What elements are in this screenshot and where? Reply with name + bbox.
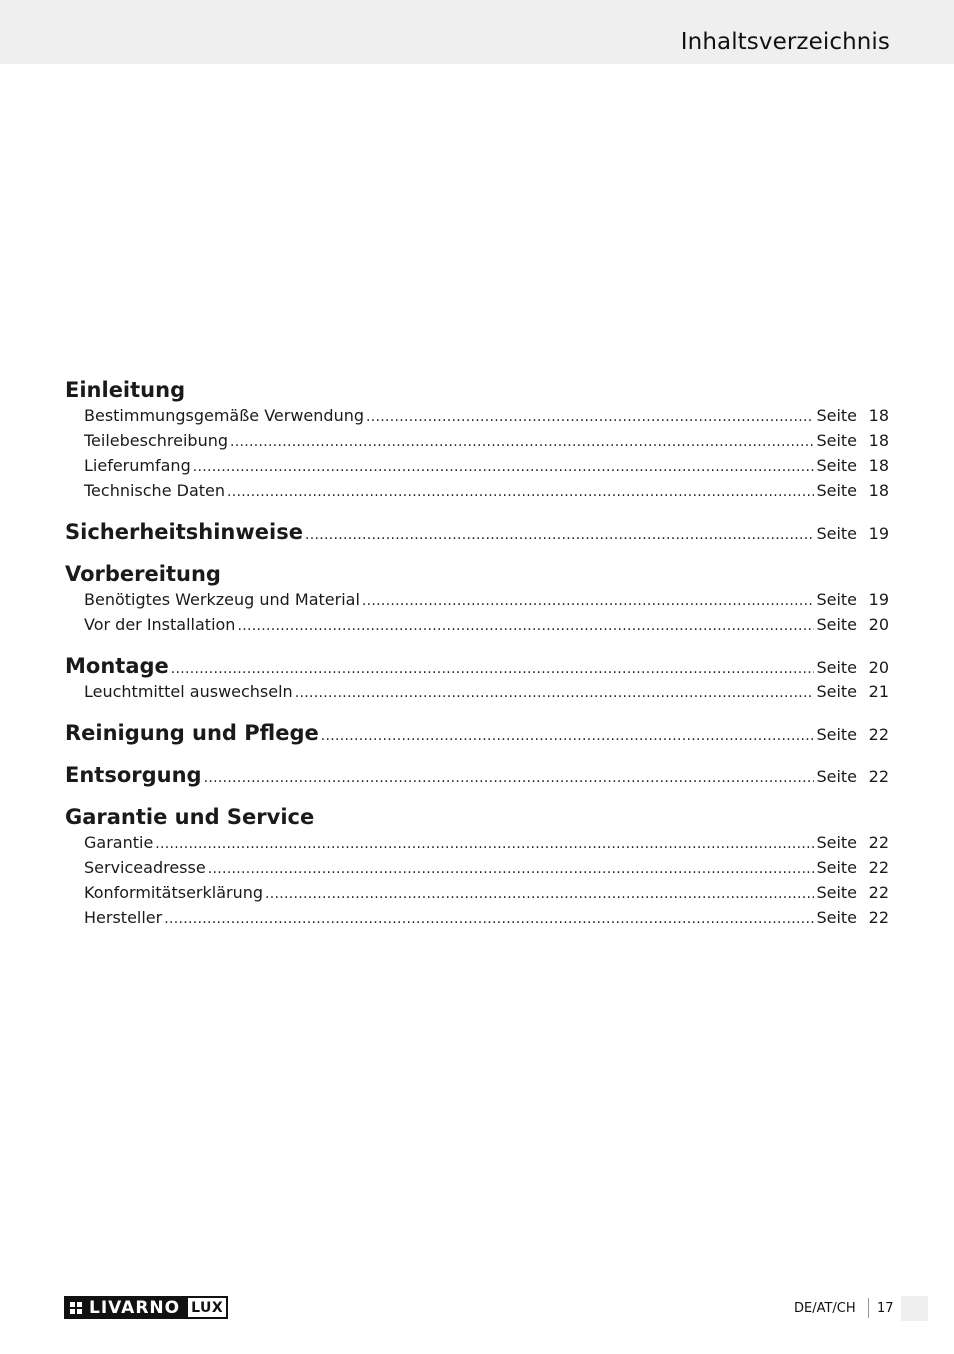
footer-divider (868, 1298, 869, 1318)
toc-entry[interactable] (65, 905, 889, 930)
toc-heading[interactable] (65, 562, 889, 587)
brand-logo (64, 1296, 228, 1319)
toc-heading-label: Entsorgung (65, 763, 202, 787)
toc-heading-label: Reinigung und Pflege (65, 721, 319, 745)
toc-entry[interactable] (65, 587, 889, 612)
toc-heading-label: Sicherheitshinweise (65, 520, 303, 544)
toc-entry-label: Teilebeschreibung (84, 431, 229, 450)
toc-leader-dots (193, 455, 815, 480)
toc-seite-label: Seite (816, 908, 857, 927)
toc-entry[interactable] (65, 880, 889, 905)
toc-entry[interactable] (65, 830, 889, 855)
toc-entry[interactable] (65, 679, 889, 704)
toc-page-number: 19 (868, 524, 889, 543)
toc-leader-dots (208, 857, 815, 882)
toc-heading[interactable] (65, 654, 889, 679)
logo-lux-block: LUX (186, 1296, 228, 1319)
toc-entry-label: Leuchtmittel auswechseln (84, 682, 293, 701)
logo-squares-icon (70, 1302, 82, 1314)
toc-entry[interactable] (65, 855, 889, 880)
toc-page-number: 18 (868, 431, 889, 450)
toc-section-entsorgung (65, 763, 889, 788)
toc-heading-label: Garantie und Service (65, 805, 315, 829)
toc-section-vorbereitung (65, 562, 889, 637)
toc-page-number: 22 (868, 908, 889, 927)
toc-seite-label: Seite (816, 524, 857, 543)
toc-leader-dots (164, 907, 814, 932)
page-title: Inhaltsverzeichnis (680, 29, 890, 55)
toc-leader-dots (321, 724, 815, 749)
toc-page-number: 21 (868, 682, 889, 701)
toc-entry[interactable] (65, 612, 889, 637)
toc-leader-dots (366, 405, 814, 430)
toc-entry[interactable] (65, 403, 889, 428)
toc-seite-label: Seite (816, 456, 857, 475)
toc-page-number: 22 (868, 725, 889, 744)
toc-leader-dots (362, 589, 815, 614)
toc-leader-dots (227, 480, 814, 505)
toc-leader-dots (204, 766, 815, 791)
toc-seite-label: Seite (816, 767, 857, 786)
toc-page-number: 19 (868, 590, 889, 609)
toc-seite-label: Seite (816, 590, 857, 609)
toc-seite-label: Seite (816, 883, 857, 902)
toc-seite-label: Seite (816, 431, 857, 450)
toc-section-sicherheitshinweise (65, 520, 889, 545)
footer-page-number: 17 (877, 1301, 894, 1316)
toc-page-number: 20 (868, 615, 889, 634)
toc-seite-label: Seite (816, 833, 857, 852)
toc-leader-dots (305, 523, 815, 548)
toc-entry-label: Konformitätserklärung (84, 883, 264, 902)
toc-leader-dots (265, 882, 814, 907)
toc-heading[interactable] (65, 520, 889, 545)
toc-entry-label: Garantie (84, 833, 154, 852)
toc-heading-label: Vorbereitung (65, 562, 221, 586)
toc-entry-label: Lieferumfang (84, 456, 191, 475)
toc-leader-dots (237, 614, 814, 639)
toc-entry-label: Technische Daten (84, 481, 226, 500)
toc-leader-dots (230, 430, 814, 455)
toc-section-montage (65, 654, 889, 704)
toc-section-garantie-und-service (65, 805, 889, 930)
toc-heading-label: Einleitung (65, 378, 186, 402)
toc-seite-label: Seite (816, 615, 857, 634)
toc-entry[interactable] (65, 428, 889, 453)
toc-seite-label: Seite (816, 682, 857, 701)
toc-section-reinigung-und-pflege (65, 721, 889, 746)
toc-leader-dots (155, 832, 814, 857)
toc-page-number: 22 (868, 883, 889, 902)
logo-main-block (64, 1296, 186, 1319)
toc-heading[interactable] (65, 721, 889, 746)
toc-entry-label: Bestimmungsgemäße Verwendung (84, 406, 365, 425)
toc-heading[interactable] (65, 805, 889, 830)
toc-entry-label: Serviceadresse (84, 858, 206, 877)
toc-seite-label: Seite (816, 658, 857, 677)
toc-seite-label: Seite (816, 481, 857, 500)
toc-leader-dots (295, 681, 815, 706)
toc-page-number: 22 (868, 858, 889, 877)
toc-page-number: 18 (868, 481, 889, 500)
footer-region-code: DE/AT/CH (794, 1301, 856, 1316)
toc-seite-label: Seite (816, 406, 857, 425)
toc-entry[interactable] (65, 453, 889, 478)
toc-heading-label: Montage (65, 654, 169, 678)
toc-section-einleitung (65, 378, 889, 503)
toc-seite-label: Seite (816, 725, 857, 744)
toc-page-number: 22 (868, 833, 889, 852)
toc-seite-label: Seite (816, 858, 857, 877)
table-of-contents (65, 378, 889, 930)
footer-tab-box (901, 1296, 928, 1321)
logo-main-text: LIVARNO (89, 1297, 181, 1318)
toc-entry-label: Benötigtes Werkzeug und Material (84, 590, 360, 609)
toc-heading[interactable] (65, 378, 889, 403)
toc-page-number: 18 (868, 456, 889, 475)
toc-heading[interactable] (65, 763, 889, 788)
toc-page-number: 22 (868, 767, 889, 786)
toc-page-number: 18 (868, 406, 889, 425)
toc-entry-label: Hersteller (84, 908, 163, 927)
toc-entry-label: Vor der Installation (84, 615, 236, 634)
toc-page-number: 20 (868, 658, 889, 677)
toc-entry[interactable] (65, 478, 889, 503)
